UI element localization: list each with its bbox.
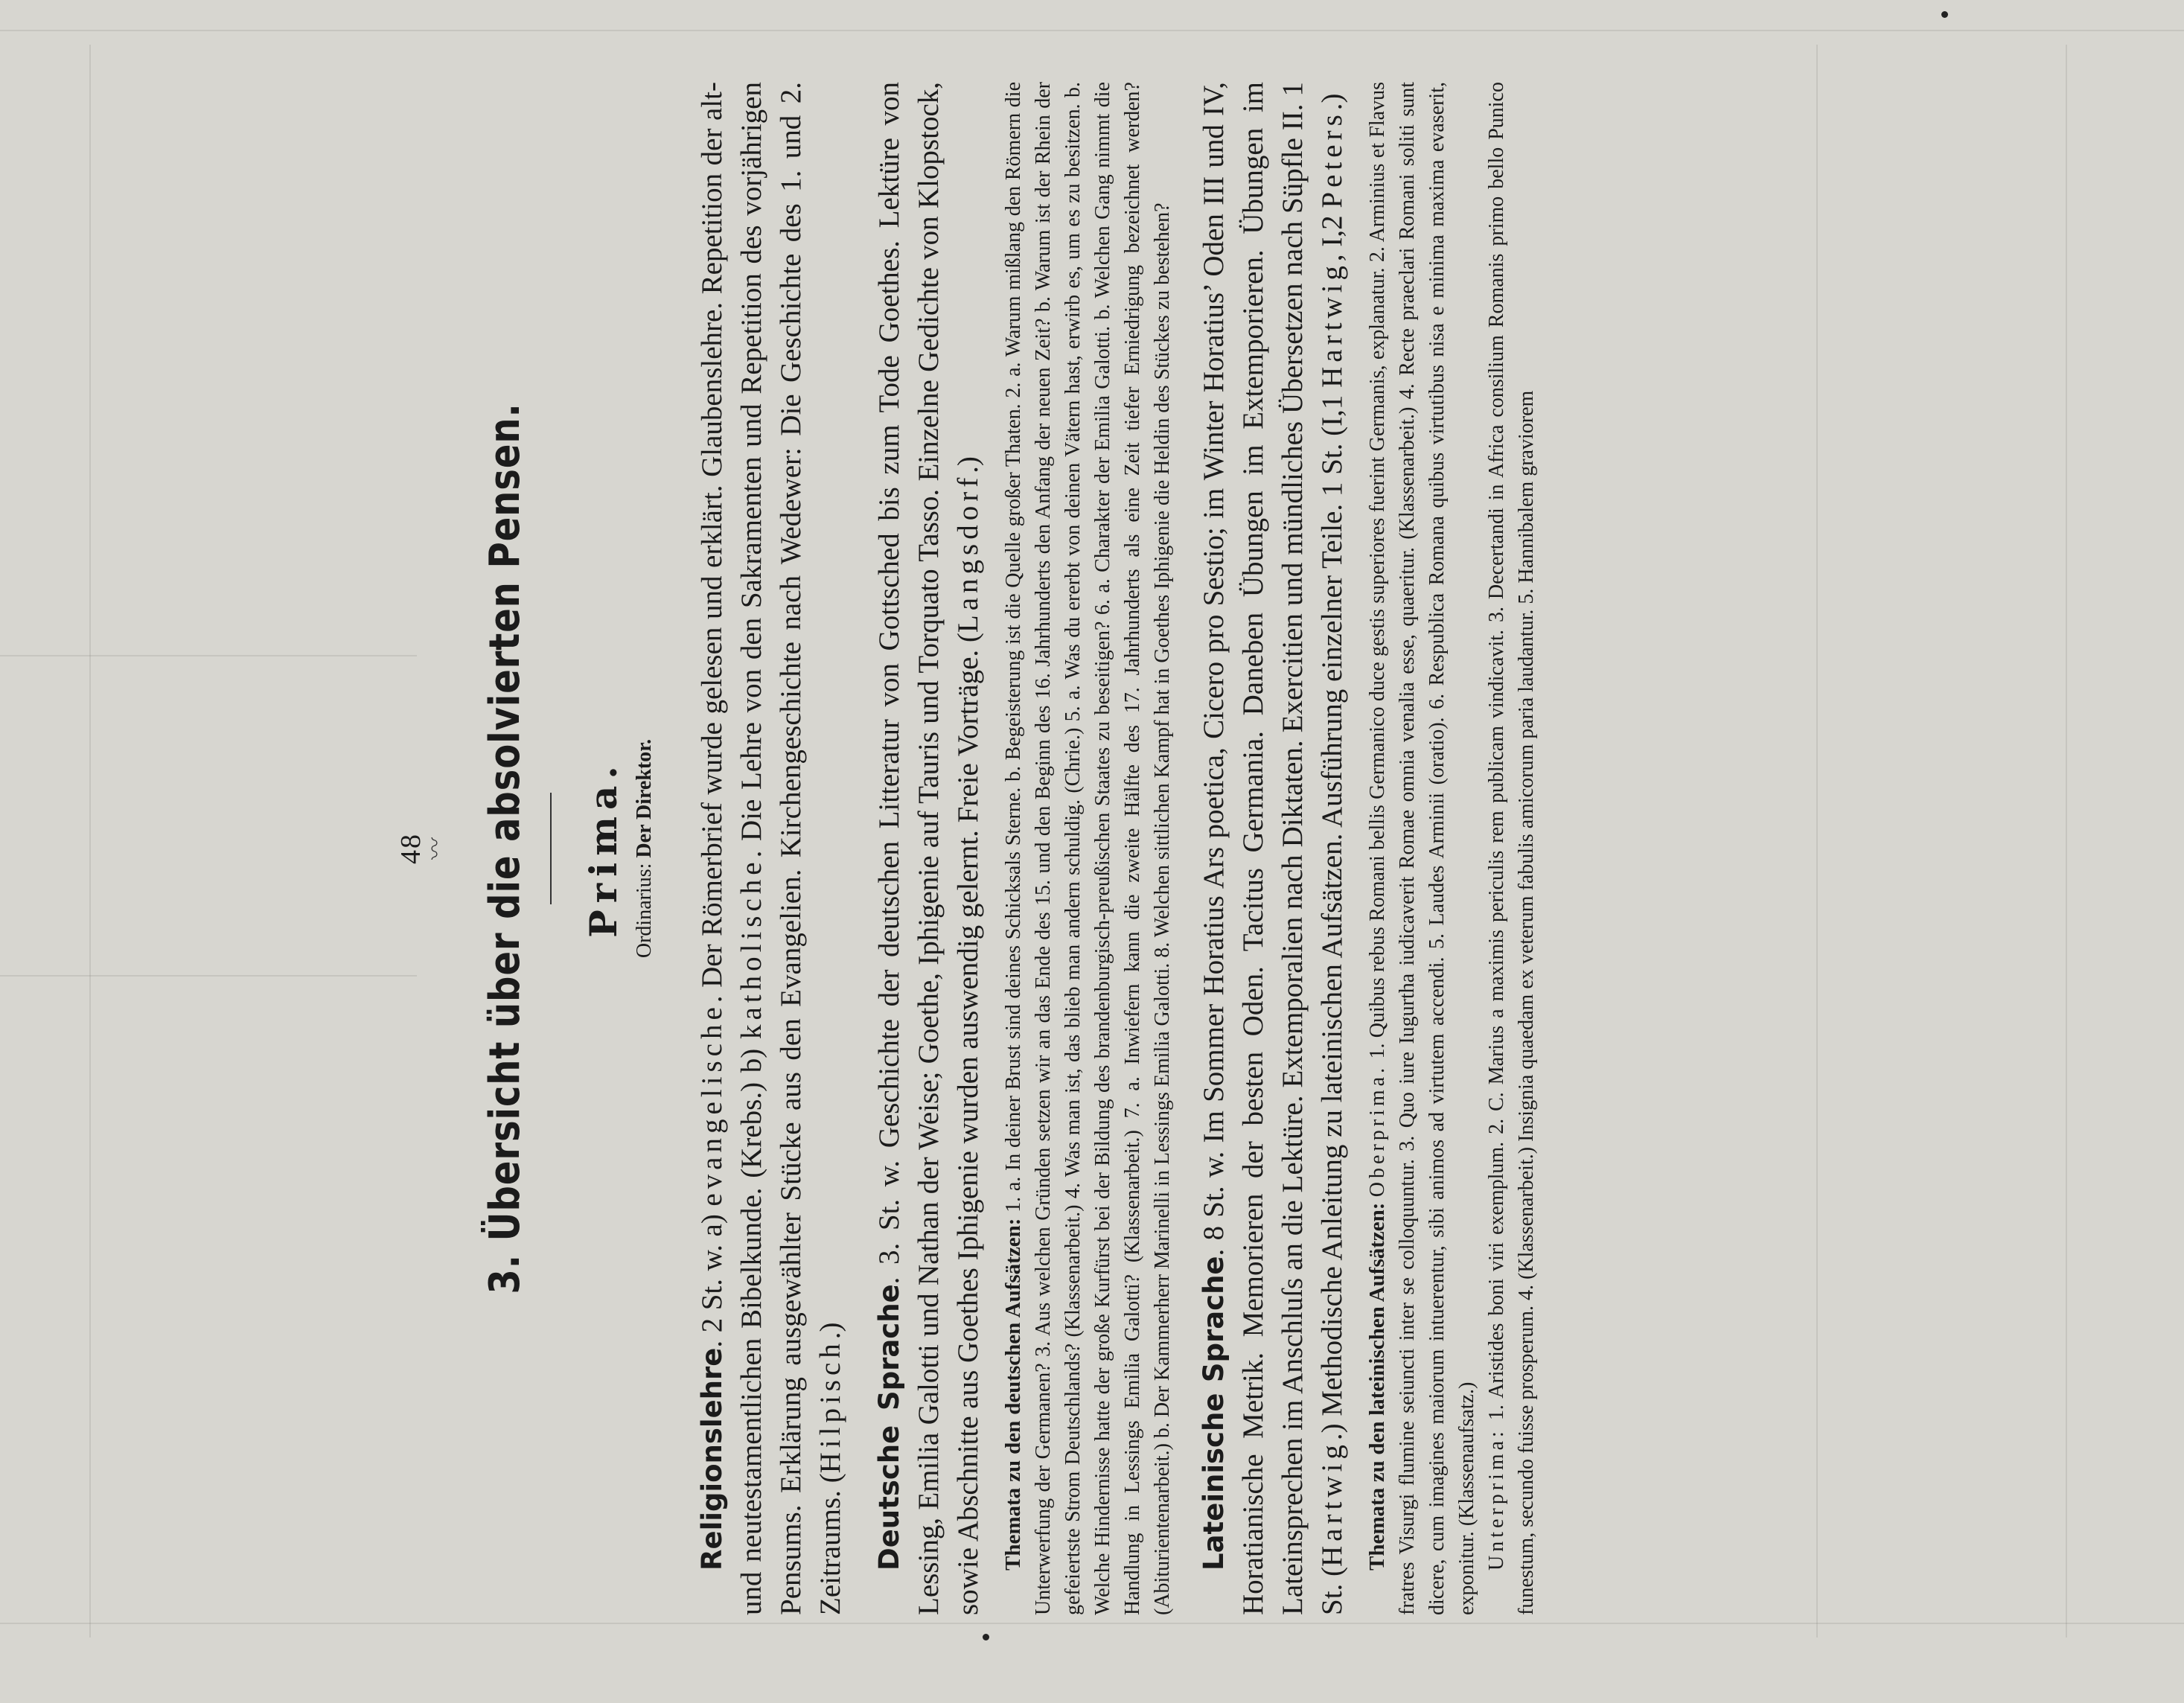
latein-teacher-1: Hartwig bbox=[1316, 1440, 1348, 1567]
religion-paragraph bbox=[692, 82, 850, 1615]
bleed-line bbox=[0, 655, 417, 656]
page-number-ornament: 〰 bbox=[424, 837, 448, 860]
latein-themen-text-1: 1. Quibus rebus Romani bellis Germanico duce gestis superiores fuerint Germanis, explanatur. 2. Arminius et Flavus fratres Visurgi flumine seiuncti inter se colloquuntur. 3. Quo iure Iugurtha iudicaverit Romae omnia venalia esse, quaeritur. (Klassenarbeit.) 4. Recte praeclari Romani soliti sunt dicere, cum imagines maiorum intuerentur, sibi animos ad virtutem accendi. 5. Laudes Arminii (oratio). 6. Respublica Romana quibus virtutibus nisa e minima maxima evaserit, exponitur. (Klassenaufsatz.) bbox=[1366, 81, 1478, 1615]
bleed-line bbox=[89, 45, 91, 1638]
latein-text-3: , I,2 bbox=[1316, 208, 1348, 262]
page-number: 48 bbox=[395, 833, 427, 864]
latein-teacher-3: Peters bbox=[1316, 110, 1348, 208]
religion-teacher: Hilpisch bbox=[814, 1339, 846, 1474]
religion-evangelisch: evangelische bbox=[696, 1003, 728, 1207]
latein-paragraph bbox=[1194, 82, 1352, 1615]
deutsch-themen-text: 1. a. In deiner Brust sind deines Schicksals Sterne. b. Begeisterung ist die Quelle großer Thaten. 2. a. Warum mißlang den Römern die Unterwerfung der Germanen? 3. Aus welchen Gründen setzen wir an das Ende des 15. und den Beginn des 16. Jahrhunderts den Anfang der neuen Zeit? b. Warum ist der Rhein der gefeiertste Strom Deutschlands? (Klassenarbeit.) 4. Was man ist, das blieb man andern schuldig. (Chrie.) 5. a. Was du ererbt von deinen Vätern hast, erwirb es, um es zu besitzen. b. Welche Hindernisse hatte der große Kurfürst bei der Bildung des brandenburgisch-preußischen Staates zu beseitigen? 6. a. Charakter der Emilia Galotti. b. Welchen Gang nimmt die Handlung in Lessings Emilia Galotti? (Klassenarbeit.) 7. a. Inwiefern kann die zweite Hälfte des 17. Jahrhunderts als eine Zeit tiefer Erniedrigung bezeichnet werden? (Abiturientenarbeit.) b. Der Kammerherr Marinelli in Lessings Emilia Galotti. 8. Welchen sittlichen Kampf hat in Goethes Iphigenie die Heldin des Stückes zu bestehen? bbox=[1002, 81, 1174, 1615]
religion-subject: Religionslehre bbox=[696, 1347, 728, 1571]
religion-katholisch: katholische bbox=[735, 857, 767, 1040]
deutsch-paragraph bbox=[869, 82, 988, 1615]
latein-text-1: . 8 St. w. Im Sommer Horatius Ars poetica, Cicero pro Sestio; im Winter Horatius’ Oden III und IV, Horatianische Metrik. Memorieren der besten Oden. Tacitus Germania. Daneben Übungen im Extemporieren. Übungen im Lateinsprechen im Anschluſs an die Lektüre. Extemporalien nach Diktaten. Exercitien und mündliches Übersetzen nach Süpfle II. 1 St. ( bbox=[1198, 82, 1348, 1615]
deutsch-teacher: Langsdorf bbox=[952, 473, 984, 633]
ordinarius-name: Der Direktor. bbox=[633, 738, 656, 858]
religion-text-2: . Der Römerbrief wurde gelesen und erklärt. Glaubenslehre. Repetition der alt- und neutestamentlichen Bibelkunde. (Krebs.) b) bbox=[696, 82, 767, 1615]
class-heading: Prima. bbox=[581, 759, 625, 938]
deutsch-themen bbox=[998, 82, 1178, 1615]
latein-text-4: .) bbox=[1316, 93, 1348, 111]
section-title: 3. Übersicht über die absolvierten Pensen. bbox=[481, 403, 529, 1294]
latein-themen-text-2: 1. Aristides boni viri exemplum. 2. C. Marius a maximis periculis rem publicam vindicavit. 3. Decertandi in Africa consilium Romanis primo bello Punico funestum, secundo fuisse prosperum. 4. (Klassenarbeit.) Insignia quaedam ex veterum fabulis amicorum paria laudantur. 5. Hannibalem graviorem bbox=[1485, 82, 1538, 1615]
oberprima-label: Oberprima. bbox=[1366, 1064, 1389, 1198]
bleed-line bbox=[0, 975, 417, 977]
bleed-line bbox=[0, 30, 2184, 31]
deutsch-text-1: . 3. St. w. Geschichte der deutschen Litteratur von Gottsched bis zum Tode Goethes. Lektüre von Lessing, Emilia Galotti und Nathan der Weise; Goethe, Iphigenie auf Tauris und Torquato Tasso. Einzelne Gedichte von Klopstock, sowie Abschnitte aus Goethes Iphigenie wurden auswendig gelernt. Freie Vorträge. ( bbox=[873, 81, 984, 1615]
deutsch-subject: Deutsche Sprache bbox=[873, 1284, 905, 1571]
unterprima-label: Unterprima: bbox=[1485, 1428, 1508, 1571]
religion-text-3: . Die Lehre von den Sakramenten und Repetition des vorjährigen Pensums. Erklärung ausgewählter Stücke aus den Evangelien. Kirchengeschichte nach Wedewer: Die Geschichte des 1. und 2. Zeitraums. ( bbox=[735, 82, 846, 1615]
latein-themen bbox=[1362, 82, 1542, 1615]
latein-text-2: .) Methodische Anleitung zu lateinischen Aufsätzen. Ausführung einzelner Teile. 1 St. (I,1 bbox=[1316, 387, 1348, 1441]
deutsch-text-2: .) bbox=[952, 456, 984, 473]
religion-text-1: . 2 St. w. a) bbox=[696, 1206, 728, 1348]
ordinarius-line bbox=[633, 82, 657, 1615]
deutsch-themen-lead: Themata zu den deutschen Aufsätzen: bbox=[1001, 1218, 1025, 1571]
latein-teacher-2: Hartwig bbox=[1316, 261, 1348, 388]
ordinarius-label: Ordinarius: bbox=[633, 863, 656, 959]
ink-dot bbox=[983, 1634, 989, 1640]
ink-dot bbox=[1941, 11, 1948, 18]
latein-themen-lead: Themata zu den lateinischen Aufsätzen: bbox=[1365, 1202, 1389, 1571]
bleed-line bbox=[0, 1623, 2184, 1624]
document-page bbox=[395, 82, 2184, 1615]
latein-subject: Lateinische Sprache bbox=[1198, 1256, 1230, 1571]
title-rule bbox=[550, 793, 552, 904]
religion-text-4: .) bbox=[814, 1322, 846, 1340]
